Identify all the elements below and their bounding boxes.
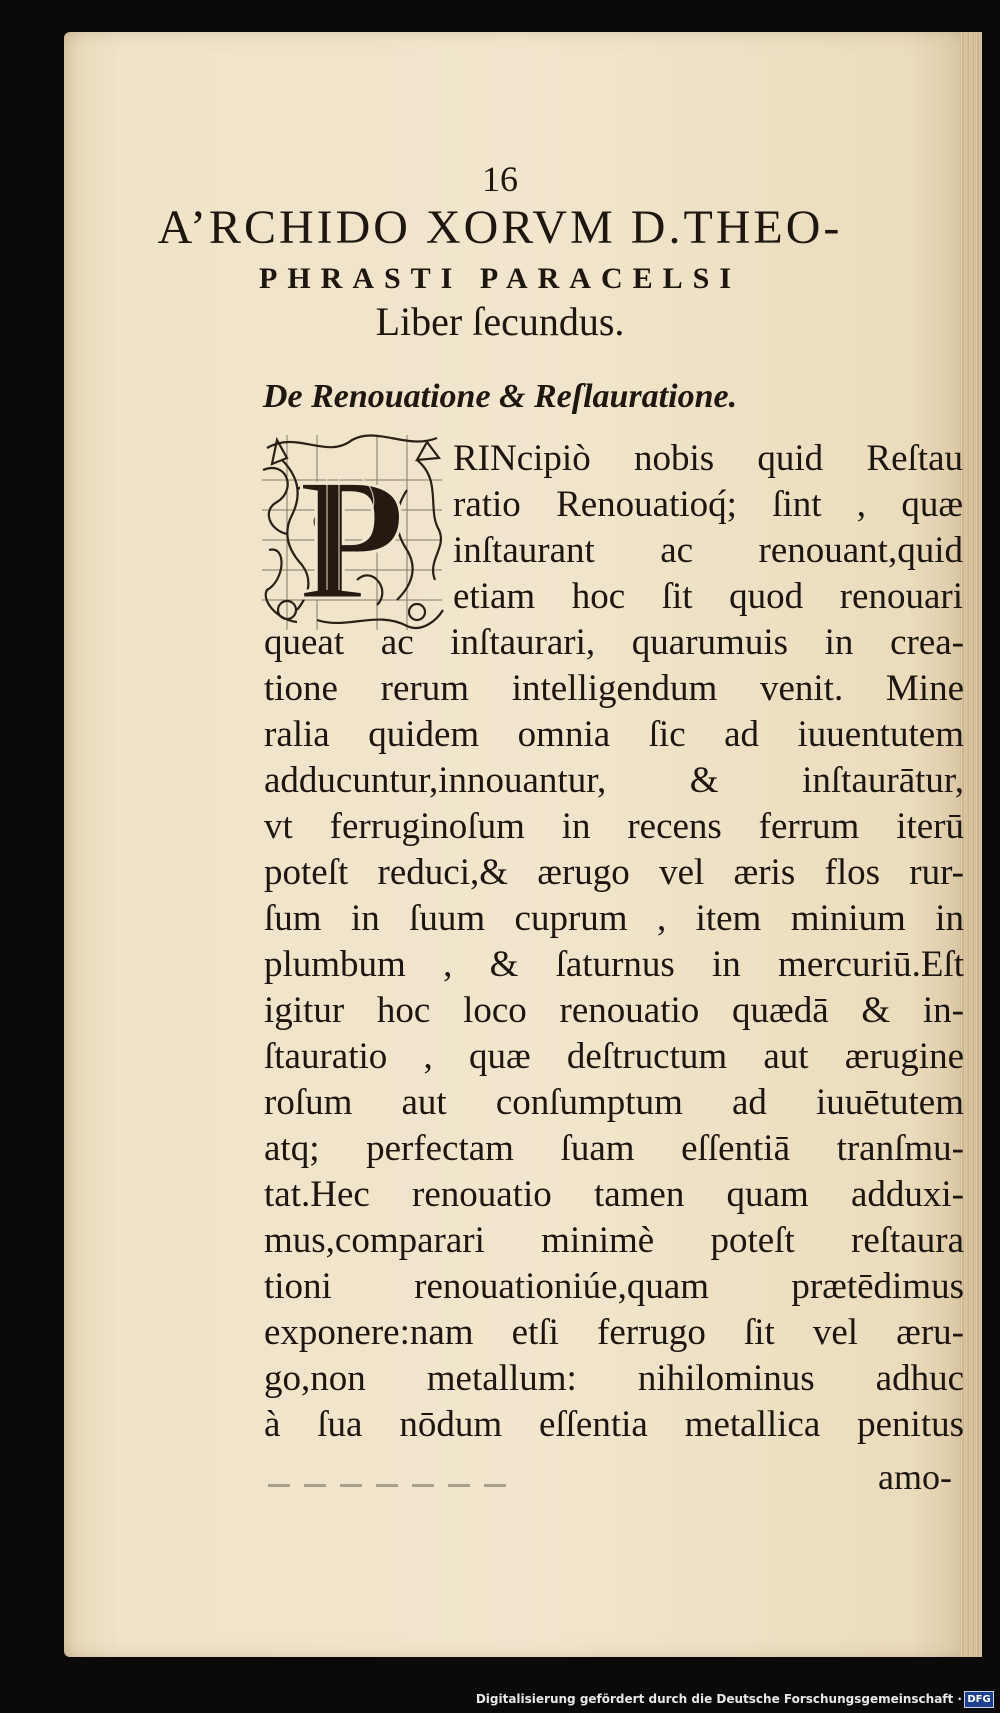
body-line: ſum in ſuum cuprum , item minium in — [264, 898, 964, 939]
body-line: tioni renouationiúe,quam prætēdimus — [264, 1266, 964, 1307]
body-line: adducuntur,innouantur, & inſtaurātur, — [264, 760, 964, 801]
body-line: tat.Hec renouatio tamen quam adduxi- — [264, 1174, 964, 1215]
body-line: etiam hoc ſit quod renouari — [453, 576, 963, 617]
body-line: go,non metallum: nihilominus adhuc — [264, 1358, 964, 1399]
initial-letter: P — [298, 442, 406, 635]
body-line: igitur hoc loco renouatio quædā & in- — [264, 990, 964, 1031]
body-line: mus,comparari minimè poteſt reſtaura — [264, 1220, 964, 1261]
title-line-1: A’RCHIDO XORVM D.THEO- — [157, 201, 843, 254]
body-line: roſum aut conſumptum ad iuuētutem — [264, 1082, 964, 1123]
dfg-logo: DFG — [964, 1691, 994, 1708]
body-line: exponere:nam etſi ferrugo ſit vel æru- — [264, 1312, 964, 1353]
title-line-3: Liber ſecundus. — [375, 299, 625, 344]
bleed-through-marks — [268, 1484, 518, 1487]
body-line: poteſt reduci,& ærugo vel æris flos rur- — [264, 852, 964, 893]
decorated-initial — [257, 430, 447, 635]
body-line: plumbum , & ſaturnus in mercuriū.Eſt — [264, 944, 964, 985]
body-line: ralia quidem omnia ſic ad iuuentutem — [264, 714, 964, 755]
body-line: RINcipiò nobis quid Reſtau — [453, 438, 963, 479]
title-line-2: PHRASTI PARACELSI — [259, 262, 741, 295]
body-line: vt ferruginoſum in recens ferrum iterū — [264, 806, 964, 847]
body-line: inſtaurant ac renouant,quid — [453, 530, 963, 571]
funding-note: Digitalisierung gefördert durch die Deutsche Forschungsgemeinschaft · — [475, 1692, 962, 1706]
body-line: tione rerum intelligendum venit. Mine — [264, 668, 964, 709]
body-line: atq; perfectam ſuam eſſentiā tranſmu- — [264, 1128, 964, 1169]
body-line: à ſua nōdum eſſentia metallica penitus — [264, 1404, 964, 1445]
page-number: 16 — [482, 159, 518, 199]
body-line: ſtauratio , quæ deſtructum aut ærugine — [264, 1036, 964, 1077]
body-line: queat ac inſtaurari, quarumuis in crea- — [264, 622, 964, 663]
catchword: amo- — [878, 1457, 952, 1497]
body-line: ratio Renouatioq́; ſint , quæ — [453, 484, 963, 525]
section-heading: De Renouatione & Reſlauratione. — [262, 378, 738, 415]
